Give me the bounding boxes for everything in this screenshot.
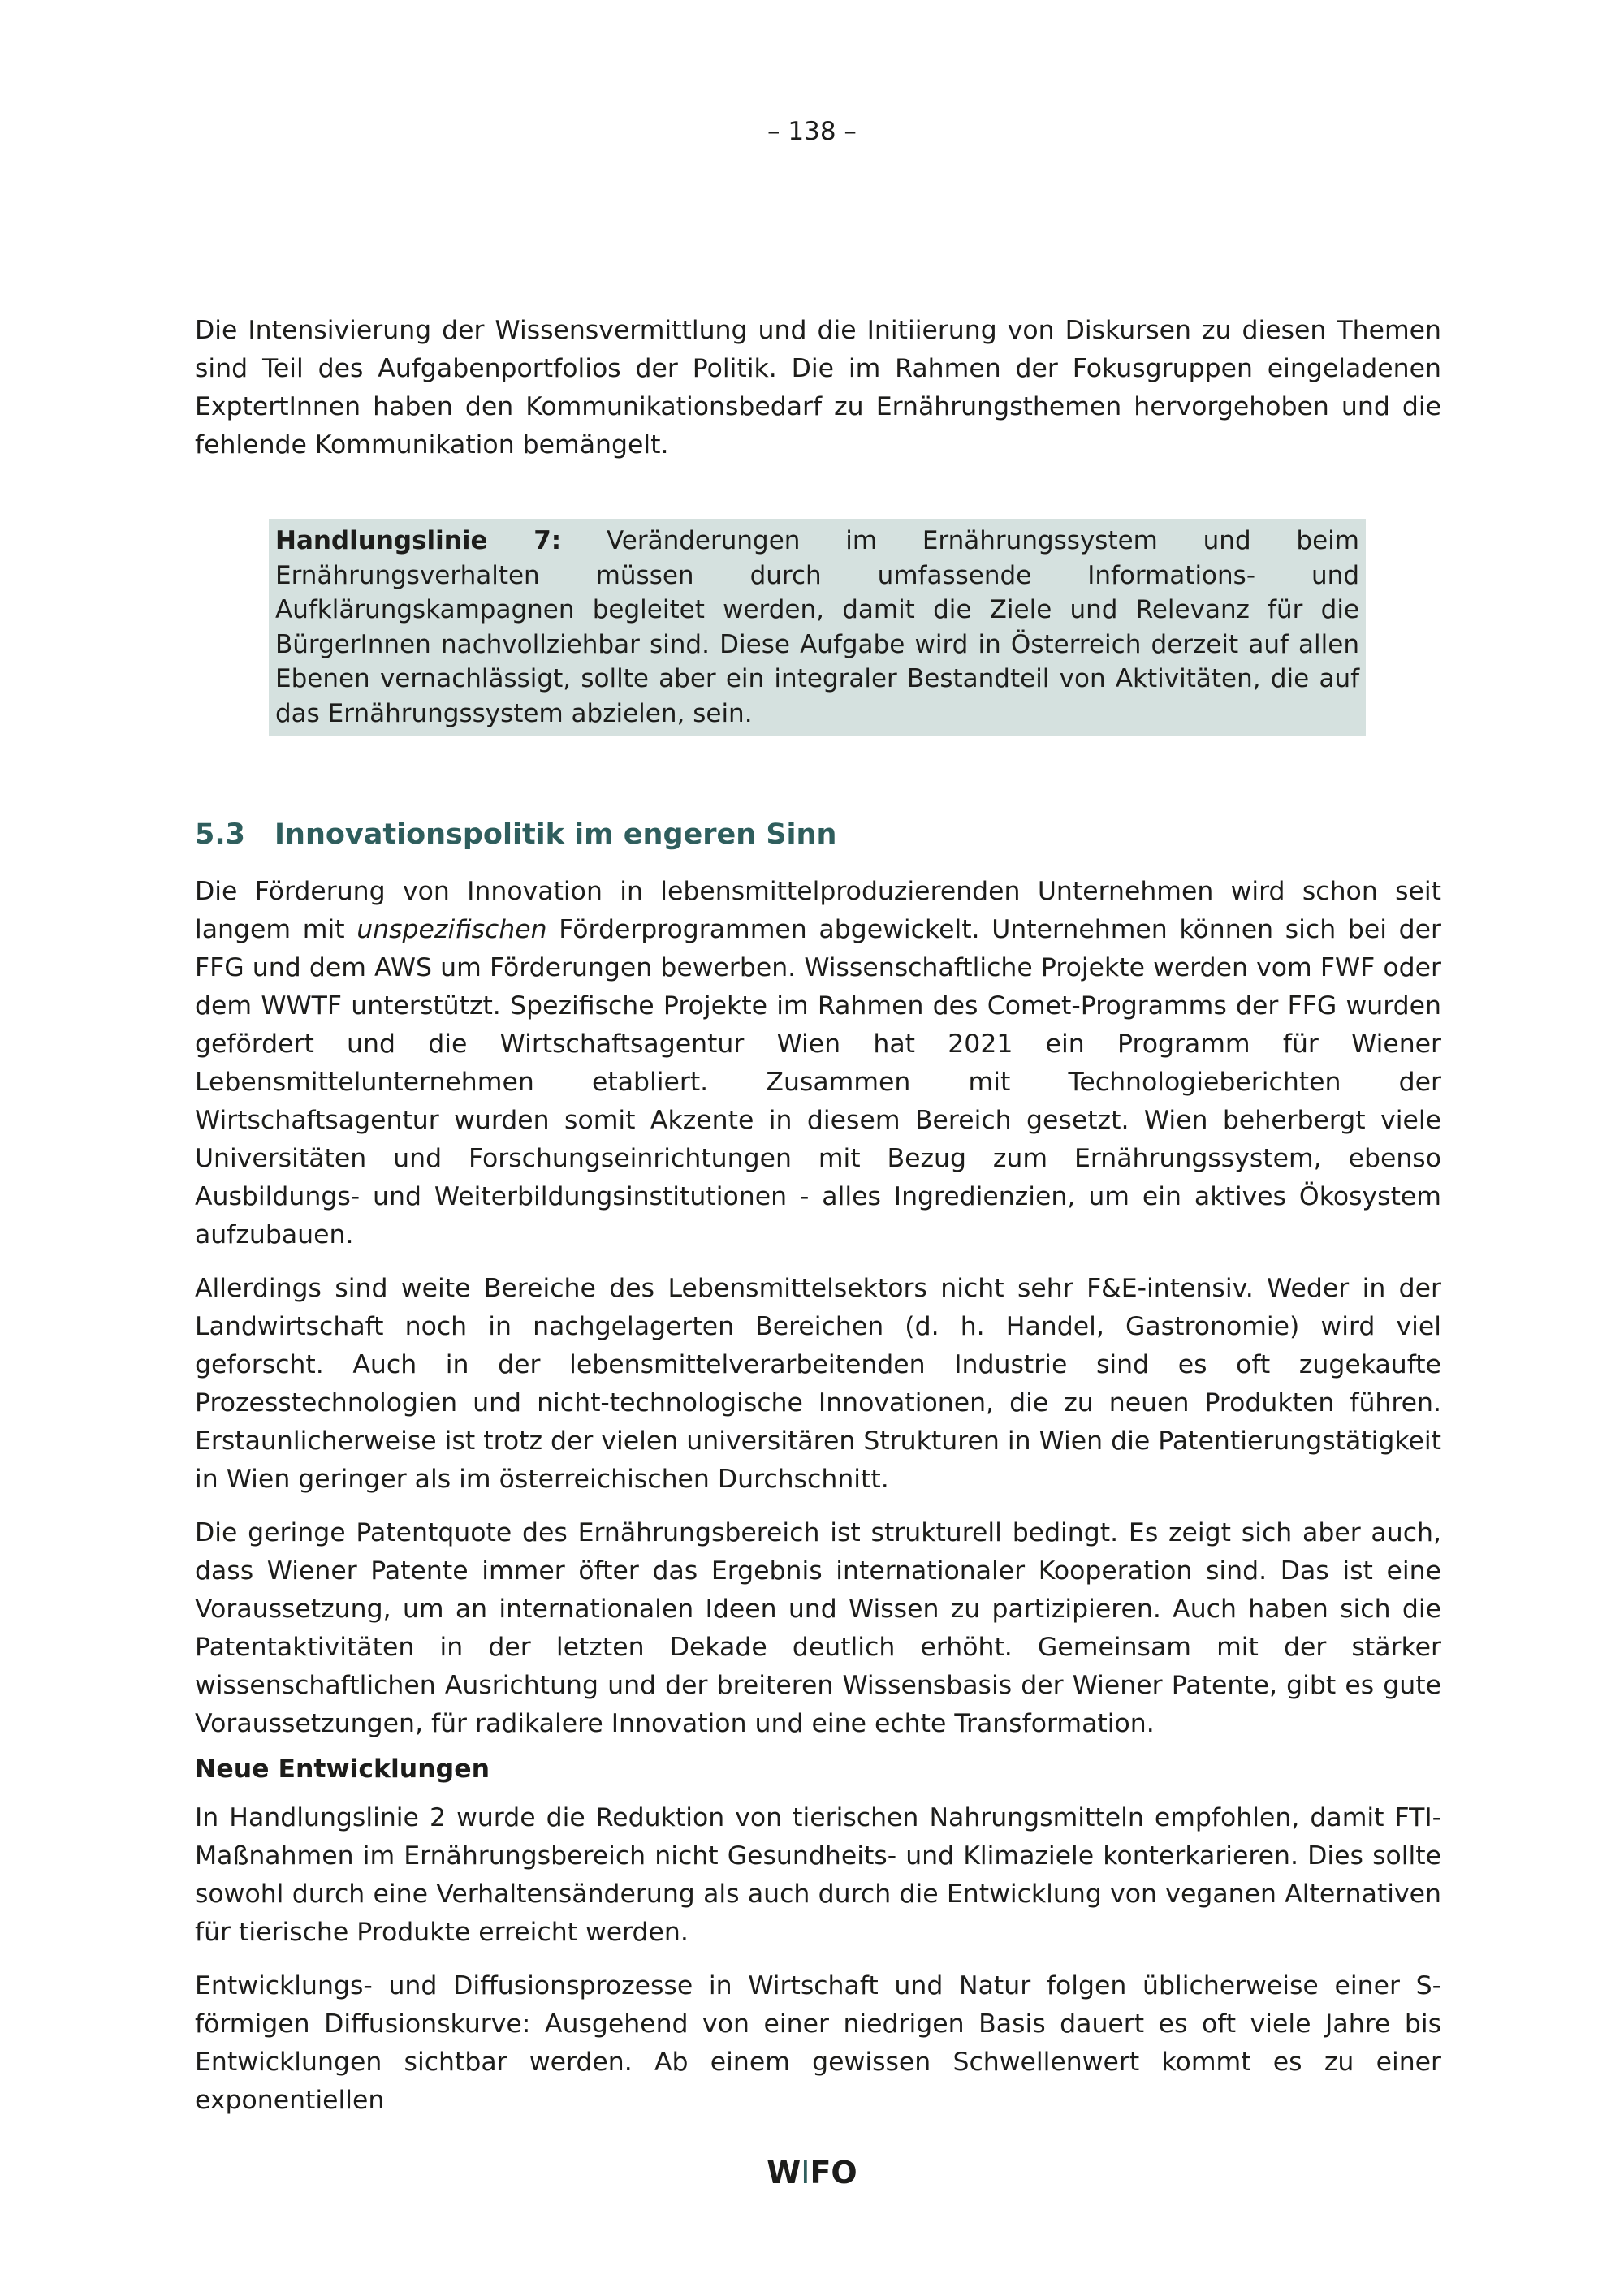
paragraph-1-after: Förderprogrammen abgewickelt. Unternehmen können sich bei der FFG und dem AWS um Förderungen bewerben. Wissenschaftliche Projekte werden vom FWF oder dem WWTF unterstützt. Spezifische Projekte im Rahmen des Comet-Programms der FFG wurden gefördert und die Wirtschaftsagentur Wien hat 2021 ein Programm für Wiener Lebensmittelunternehmen etabliert. Zusammen mit Technologieberichten der Wirtschaftsagentur wurden somit Akzente in diesem Bereich gesetzt. Wien beherbergt viele Universitäten und Forschungseinrichtungen mit Bezug zum Ernährungssystem, ebenso Ausbildungs- und Weiterbildungsinstitutionen - alles Ingredienzien, um ein aktives Ökosystem aufzubauen. bbox=[195, 915, 1441, 1249]
callout-box bbox=[269, 519, 1366, 736]
body-paragraph-1 bbox=[195, 873, 1441, 1254]
body-paragraph-5: Entwicklungs- und Diffusionsprozesse in Wirtschaft und Natur folgen üblicherweise einer S-förmigen Diffusionskurve: Ausgehend von einer niedrigen Basis dauert es oft viele Jahre bis Entwicklungen sichtbar werden. Ab einem gewissen Schwellenwert kommt es zu einer exponentiellen bbox=[195, 1971, 1441, 2115]
callout-text: Veränderungen im Ernährungssystem und beim Ernährungsverhalten müssen durch umfassende Informations- und Aufklärungskampagnen begleitet werden, damit die Ziele und Relevanz für die BürgerInnen nachvollziehbar sind. Diese Aufgabe wird in Österreich derzeit auf allen Ebenen vernachlässigt, sollte aber ein integraler Bestandteil von Aktivitäten, die auf das Ernährungssystem abzielen, sein. bbox=[275, 526, 1359, 728]
section-body bbox=[195, 873, 1441, 2120]
body-paragraph-4: In Handlungslinie 2 wurde die Reduktion von tierischen Nahrungsmitteln empfohlen, damit FTI-Maßnahmen im Ernährungsbereich nicht Gesundheits- und Klimaziele konterkarieren. Dies sollte sowohl durch eine Verhaltensänderung als auch durch die Entwicklung von veganen Alternativen für tierische Produkte erreicht werden. bbox=[195, 1803, 1441, 1947]
intro-paragraph: Die Intensivierung der Wissensvermittlung und die Initiierung von Diskursen zu diesen Themen sind Teil des Aufgabenportfolios der Politik. Die im Rahmen der Fokusgruppen eingeladenen ExptertInnen haben den Kommunikationsbedarf zu Ernährungsthemen hervorgehoben und die fehlende Kommunikation bemängelt. bbox=[195, 316, 1441, 460]
paragraph-1-emphasis: unspezifischen bbox=[356, 915, 547, 944]
logo-part-1: W bbox=[767, 2155, 801, 2190]
wifo-logo bbox=[0, 2155, 1624, 2190]
subheading: Neue Entwicklungen bbox=[195, 1754, 490, 1784]
callout-label: Handlungslinie 7: bbox=[275, 526, 562, 555]
callout-paragraph bbox=[275, 524, 1359, 731]
logo-separator: I bbox=[801, 2155, 810, 2190]
paragraph-1-before: Die Förderung von Innovation in lebensmittelproduzierenden Unternehmen wird schon seit langem mit bbox=[195, 877, 1441, 944]
section-title: Innovationspolitik im engeren Sinn bbox=[274, 818, 837, 851]
body-paragraph-2: Allerdings sind weite Bereiche des Lebensmittelsektors nicht sehr F&E-intensiv. Weder in der Landwirtschaft noch in nachgelagerten Bereichen (d. h. Handel, Gastronomie) wird viel geforscht. Auch in der lebensmittelverarbeitenden Industrie sind es oft zugekaufte Prozesstechnologien und nicht-technologische Innovationen, die zu neuen Produkten führen. Erstaunlicherweise ist trotz der vielen universitären Strukturen in Wien die Patentierungstätigkeit in Wien geringer als im österreichischen Durchschnitt. bbox=[195, 1274, 1441, 1494]
page-content bbox=[195, 312, 1441, 2120]
logo-part-2: FO bbox=[810, 2155, 857, 2190]
section-number: 5.3 bbox=[195, 818, 246, 851]
page-number: – 138 – bbox=[767, 117, 857, 146]
body-paragraph-3: Die geringe Patentquote des Ernährungsbereich ist strukturell bedingt. Es zeigt sich aber auch, dass Wiener Patente immer öfter das Ergebnis internationaler Kooperation sind. Das ist eine Voraussetzung, um an internationalen Ideen und Wissen zu partizipieren. Auch haben sich die Patentaktivitäten in der letzten Dekade deutlich erhöht. Gemeinsam mit der stärker wissenschaftlichen Ausrichtung und der breiteren Wissensbasis der Wiener Patente, gibt es gute Voraussetzungen, für radikalere Innovation und eine echte Transformation. bbox=[195, 1518, 1441, 1738]
section-heading bbox=[195, 814, 1441, 855]
